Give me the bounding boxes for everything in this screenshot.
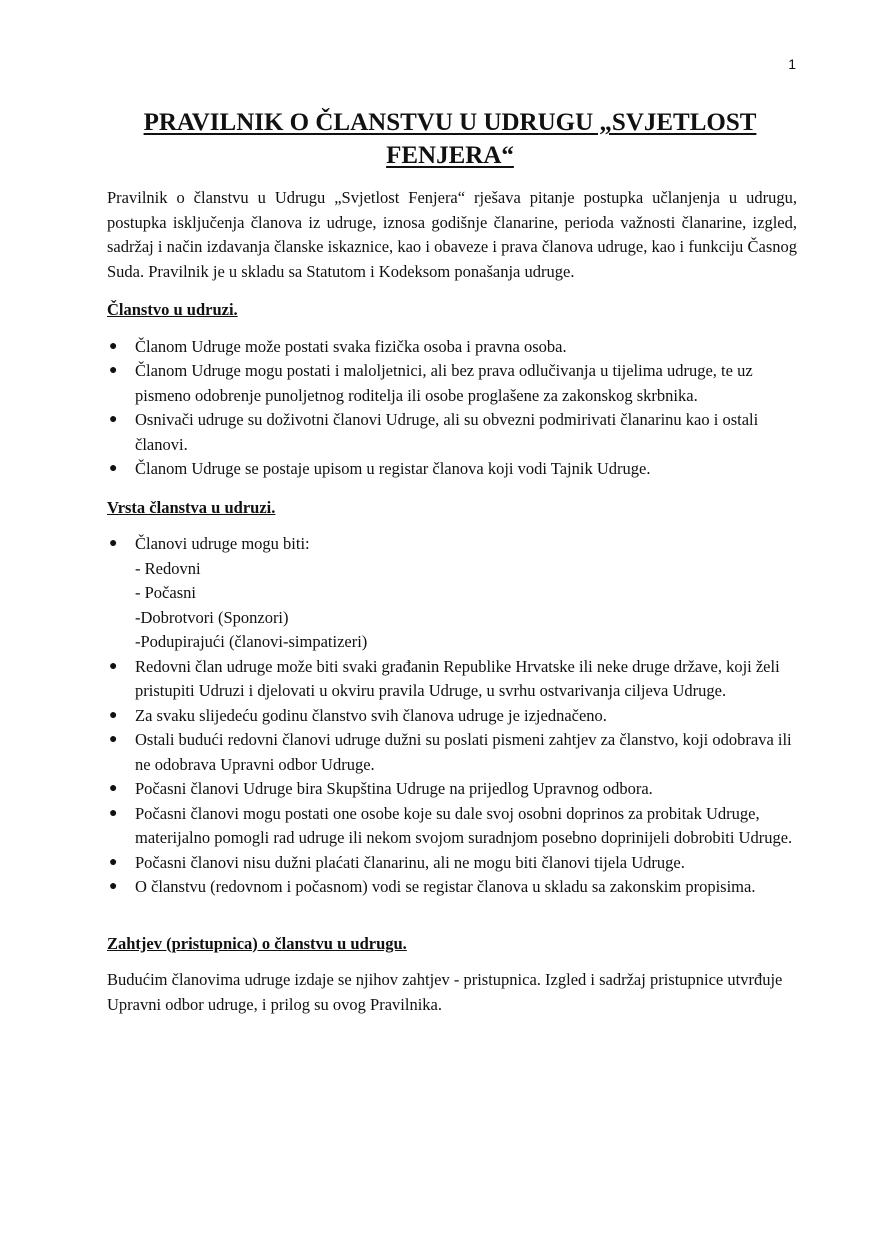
bullet-icon: ● <box>109 732 118 747</box>
member-type-item: - Počasni <box>135 583 196 602</box>
list-item <box>107 851 797 876</box>
list-item <box>107 532 797 655</box>
list-item-text: Redovni član udruge može biti svaki građanin Republike Hrvatske ili neke druge države, koji želi pristupiti Udruzi i djelovati u okviru pravila Udruge, u svrhu ostvarivanja ciljeva Udruge. <box>135 656 780 700</box>
section-heading-clanstvo: Članstvo u udruzi. <box>107 300 238 319</box>
list-item-text: Osnivači udruge su doživotni članovi Udruge, ali su obvezni podmirivati članarinu kao i ostali članovi. <box>135 410 759 454</box>
list-item <box>107 655 797 704</box>
zahtjev-paragraph: Budućim članovima udruge izdaje se njihov zahtjev - pristupnica. Izgled i sadržaj pristupnice utvrđuje Upravni odbor udruge, i prilog su ovog Pravilnika. <box>107 970 783 1014</box>
list-item-text: Članom Udruge mogu postati i maloljetnici, ali bez prava odlučivanja u tijelima udruge, te uz pismeno odobrenje punoljetnog roditelja ili osobe proglašene za zakonskog skrbnika. <box>135 361 753 405</box>
document-body <box>107 186 797 1017</box>
list-item <box>107 875 797 900</box>
member-type-item: -Dobrotvori (Sponzori) <box>135 607 289 627</box>
bullet-icon: ● <box>109 781 118 796</box>
list-item-text: Članom Udruge može postati svaka fizička osoba i pravna osoba. <box>135 336 567 356</box>
list-item-text: Počasni članovi mogu postati one osobe koje su dale svoj osobni doprinos za probitak Udruge, materijalno pomogli rad udruge ili nekom svojom suradnjom posebno doprinijeli dobrobiti Udruge. <box>135 803 793 847</box>
list-item <box>107 704 797 729</box>
member-type-item: -Podupirajući (članovi-simpatizeri) <box>135 632 368 651</box>
section-heading-zahtjev: Zahtjev (pristupnica) o članstvu u udrugu. <box>107 933 407 953</box>
list-item <box>107 728 797 777</box>
bullet-icon: ● <box>109 658 118 674</box>
list-item-text: Ostali budući redovni članovi udruge dužni su poslati pismeni zahtjev za članstvo, koji odobrava ili ne odobrava Upravni odbor Udruge. <box>135 730 792 774</box>
list-item <box>107 457 797 482</box>
list-item <box>107 408 797 457</box>
bullet-icon: ● <box>109 338 118 354</box>
list-item-text: O članstvu (redovnom i počasnom) vodi se registar članova u skladu sa zakonskim propisima. <box>135 877 756 896</box>
list-item <box>107 335 797 360</box>
bullet-icon: ● <box>109 879 118 894</box>
list-item-text: Počasni članovi nisu dužni plaćati članarinu, ali ne mogu biti članovi tijela Udruge. <box>135 852 685 872</box>
list-item-text: Za svaku slijedeću godinu članstvo svih članova udruge je izjednačeno. <box>135 705 607 725</box>
document-title: PRAVILNIK O ČLANSTVU U UDRUGU „SVJETLOST FENJERA“ <box>143 109 757 169</box>
bullet-icon: ● <box>109 707 118 723</box>
bullet-icon: ● <box>109 412 118 427</box>
vrsta-list <box>107 532 797 900</box>
clanstvo-list <box>107 335 797 482</box>
member-type-item: - Redovni <box>135 558 201 578</box>
intro-paragraph: Pravilnik o članstvu u Udrugu „Svjetlost Fenjera“ rješava pitanje postupka učlanjenja u udrugu, postupka isključenja članova iz udruge, iznosa godišnje članarine, perioda važnosti članarine, izgled, sadržaj i način izdavanja članske iskaznice, kao i obaveze i prava članova udruge, kao i funkciju Časnog Suda. Pravilnik je u skladu sa Statutom i Kodeksom ponašanja udruge. <box>107 188 797 281</box>
list-item-text: Počasni članovi Udruge bira Skupština Udruge na prijedlog Upravnog odbora. <box>135 779 653 798</box>
bullet-icon: ● <box>109 461 118 476</box>
list-item <box>107 777 797 802</box>
list-item-text: Članom Udruge se postaje upisom u registar članova koji vodi Tajnik Udruge. <box>135 459 651 478</box>
page-number: 1 <box>788 56 796 72</box>
bullet-icon: ● <box>109 536 118 551</box>
list-item <box>107 359 797 408</box>
list-item <box>107 802 797 851</box>
bullet-icon: ● <box>109 805 118 821</box>
list-item-text: Članovi udruge mogu biti: <box>135 534 310 553</box>
section-heading-vrsta: Vrsta članstva u udruzi. <box>107 497 276 517</box>
bullet-icon: ● <box>109 363 118 378</box>
bullet-icon: ● <box>109 854 118 870</box>
